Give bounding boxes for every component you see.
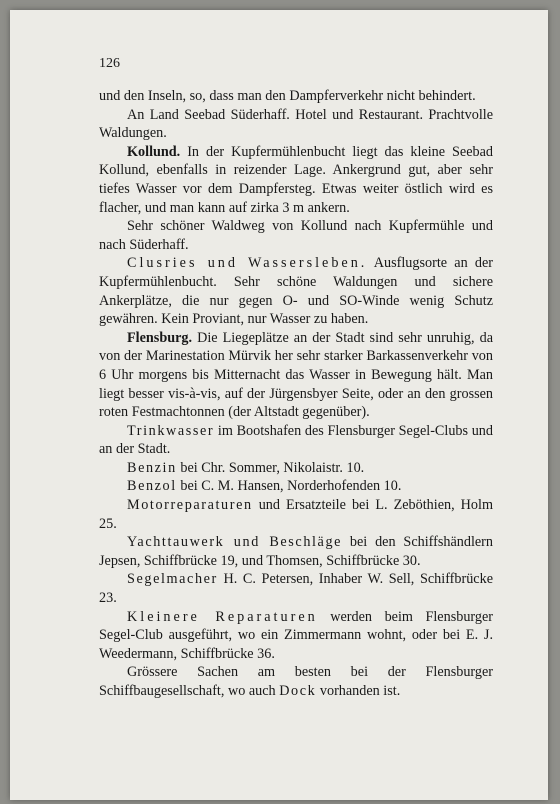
paragraph-continuation: und den Inseln, so, dass man den Dampferverkehr nicht behindert. — [99, 88, 476, 104]
paragraph-kollund — [99, 143, 493, 217]
paragraph-text: Grössere Sachen am besten bei der Flensburger Schiffbaugesellschaft, wo auch — [99, 664, 493, 699]
heading-yachttauwerk: Yachttauwerk und Beschläge — [127, 534, 343, 551]
paragraph-trinkwasser — [99, 422, 493, 459]
heading-flensburg: Flensburg. — [127, 329, 193, 346]
paragraph-reparaturen — [99, 608, 493, 664]
paragraph-clusries — [99, 254, 493, 328]
paragraph-flensburg — [99, 329, 493, 422]
heading-benzin: Benzin — [127, 459, 177, 476]
body-text — [99, 87, 493, 701]
heading-kollund: Kollund. — [127, 143, 181, 160]
heading-motorreparaturen: Motorreparaturen — [127, 497, 253, 514]
paragraph-benzol — [99, 477, 493, 496]
paragraph-benzin — [99, 459, 493, 478]
paragraph-text: Ausflugsorte an der Kupfermühlenbucht. Sehr schöne Waldungen und sichere Ankerplätze, die nur gegen O- und SO-Winde wenig Schutz gewähren. Kein Proviant, nur Wasser zu haben. — [99, 255, 494, 328]
paragraph-text: im Bootshafen des Flensburger Segel-Clubs und an der Stadt. — [99, 422, 493, 458]
heading-clusries: Clusries und Wassersleben. — [127, 255, 368, 272]
paragraph-text: bei den Schiffshändlern Jepsen, Schiffbrücke 19, und Thomsen, Schiffbrücke 30. — [99, 534, 493, 569]
heading-reparaturen: Kleinere Reparaturen — [127, 608, 318, 625]
paragraph-segelmacher — [99, 570, 493, 607]
heading-dock: Dock — [279, 683, 317, 699]
paragraph-motorreparaturen — [99, 496, 493, 533]
paragraph-text: vorhanden ist. — [316, 683, 401, 699]
paragraph-text: Die Liegeplätze an der Stadt sind sehr unruhig, da von der Marinestation Mürvik her sehr starker Barkassenverkehr von 6 Uhr morgens bis Mitternacht das Wasser in Bewegung hält. Man liegt besser vis-à-vis, auf der Jürgensbyer Seite, oder an den grossen roten Festmachtonnen (der Altstadt gegenüber). — [99, 329, 493, 421]
book-page — [10, 10, 548, 800]
paragraph-text: und Ersatzteile bei L. Zeböthien, Holm 25. — [99, 497, 493, 532]
page-number: 126 — [99, 56, 120, 71]
paragraph-text: In der Kupfermühlenbucht liegt das kleine Seebad Kollund, ebenfalls in reizender Lage. Ankergrund gut, aber sehr tiefes Wasser vor dem Dampfersteg. Etwas weiter östlich wird es flacher, und man kann auf zirka 3 m ankern. — [99, 143, 493, 216]
paragraph-text: bei Chr. Sommer, Nikolaistr. 10. — [176, 459, 365, 476]
paragraph-waldweg: Sehr schöner Waldweg von Kollund nach Kupfermühle und nach Süderhaff. — [99, 218, 493, 253]
paragraph-text: werden beim Flensburger Segel-Club ausgeführt, wo ein Zimmermann wohnt, oder bei E. J. Weedermann, Schiffbrücke 36. — [99, 608, 493, 662]
paragraph-text: H. C. Petersen, Inhaber W. Sell, Schiffbrücke 23. — [99, 571, 493, 607]
heading-segelmacher: Segelmacher — [127, 571, 218, 588]
heading-benzol: Benzol — [127, 478, 177, 495]
paragraph-suederhaff: An Land Seebad Süderhaff. Hotel und Restaurant. Prachtvolle Waldungen. — [99, 106, 493, 142]
paragraph-yachttauwerk — [99, 533, 493, 570]
paragraph-text: bei C. M. Hansen, Norderhofenden 10. — [176, 478, 402, 495]
heading-trinkwasser: Trinkwasser — [127, 422, 215, 439]
paragraph-schiffbau — [99, 663, 493, 700]
